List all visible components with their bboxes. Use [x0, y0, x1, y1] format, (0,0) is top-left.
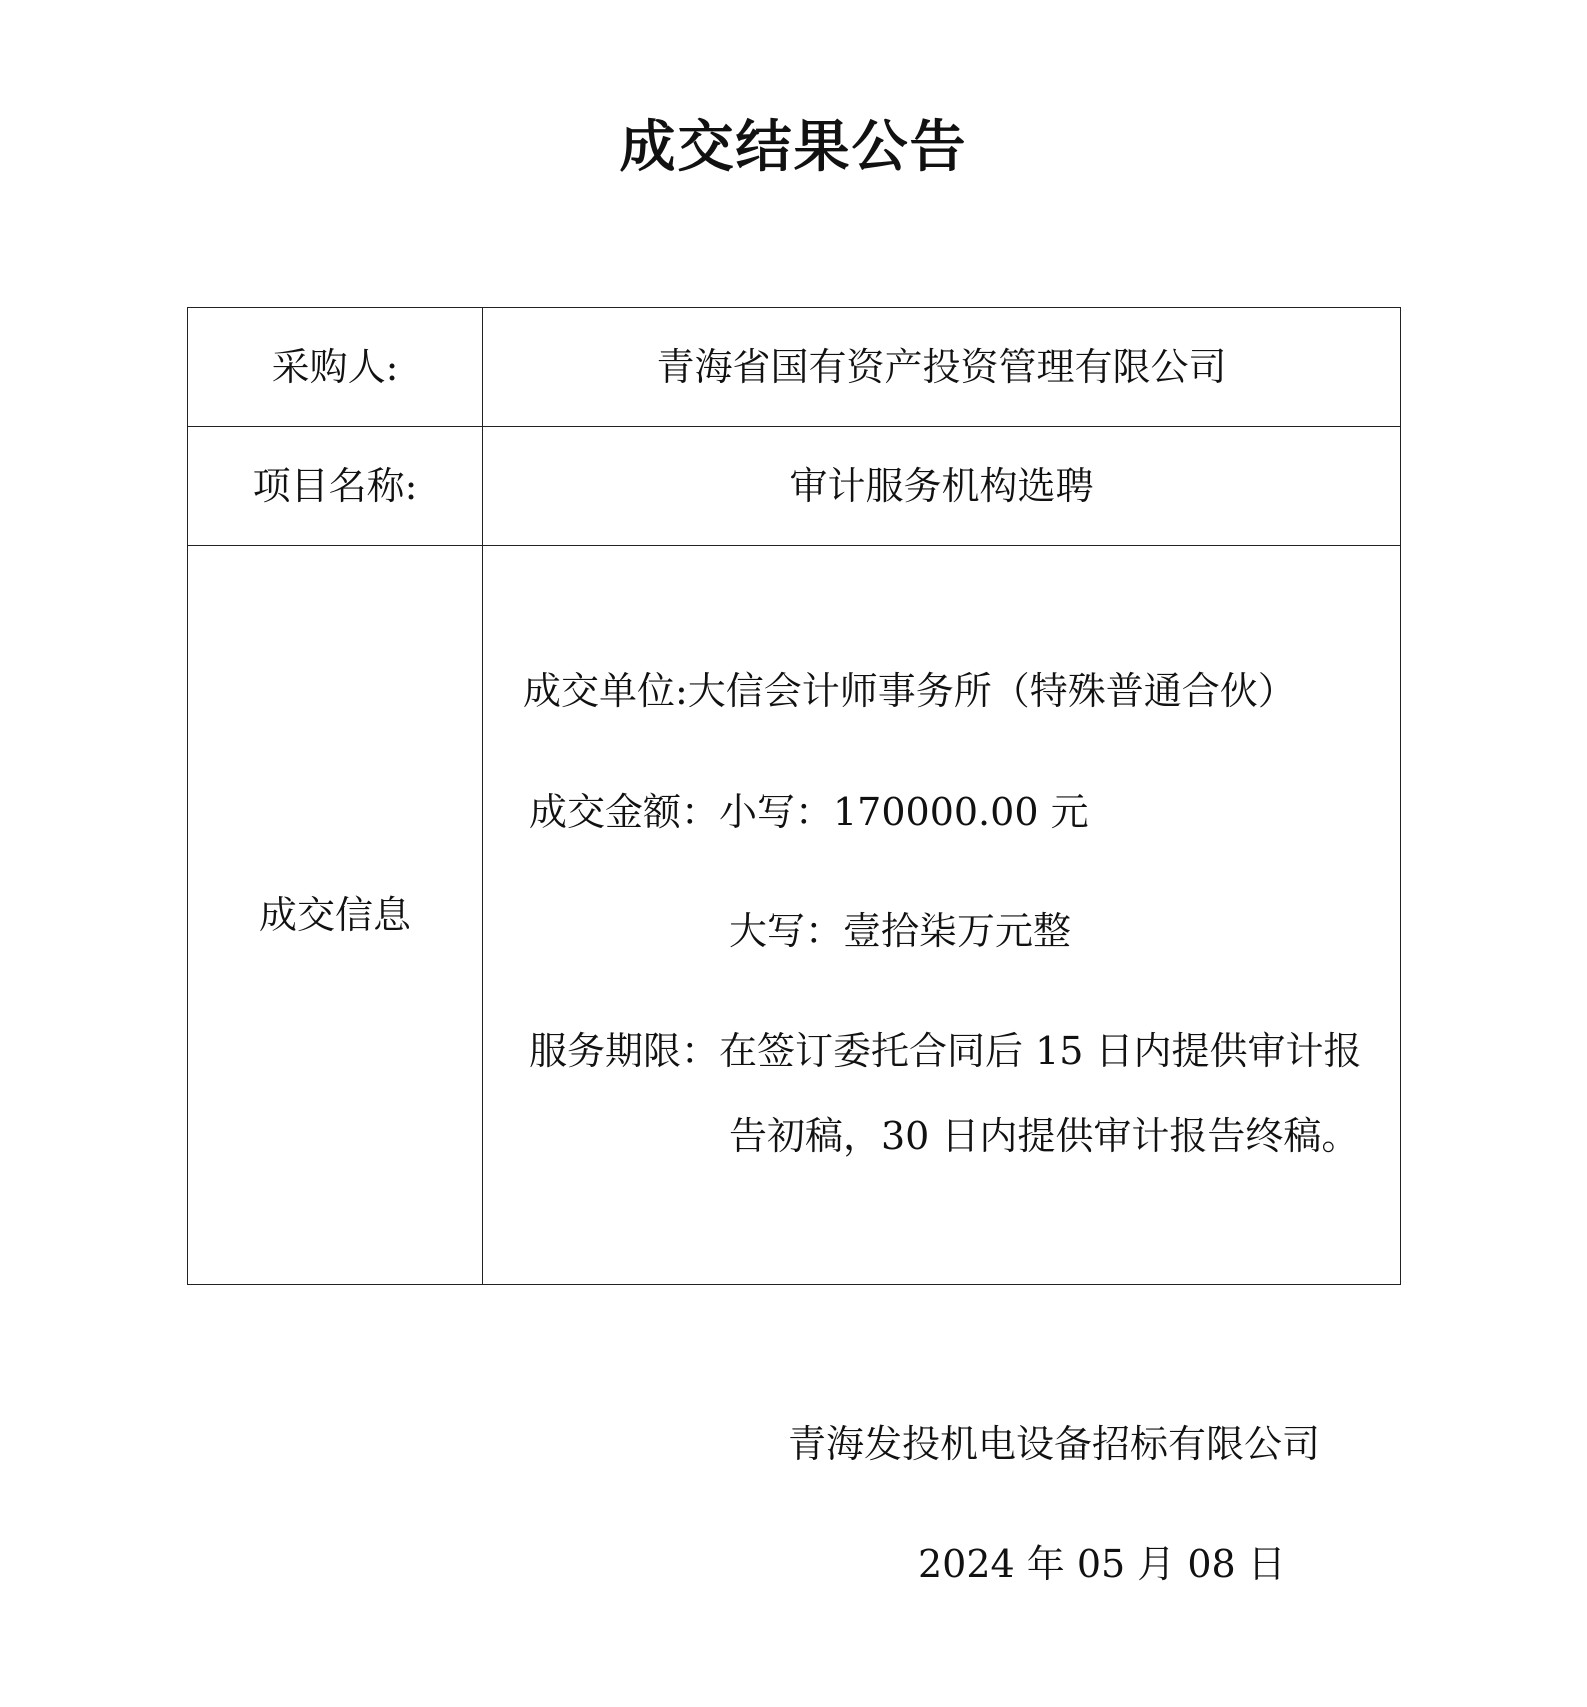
document-title: 成交结果公告 — [619, 114, 968, 180]
deal-info-cell — [483, 546, 1401, 1285]
deal-info-content — [483, 546, 1400, 1284]
amount-large-line: 大写：壹拾柒万元整 — [729, 909, 1072, 953]
table-row-deal-info — [188, 546, 1401, 1285]
service-period-line-2: 告初稿，30 日内提供审计报告终稿。 — [729, 1114, 1360, 1158]
project-name-label: 项目名称: — [188, 427, 483, 546]
announcement-table — [187, 307, 1401, 1285]
service-period-line-1: 服务期限：在签订委托合同后 15 日内提供审计报 — [529, 1029, 1362, 1073]
project-name-value: 审计服务机构选聘 — [483, 427, 1401, 546]
amount-small-line: 成交金额：小写：170000.00 元 — [529, 790, 1089, 834]
deal-info-label: 成交信息 — [188, 546, 483, 1285]
purchaser-value: 青海省国有资产投资管理有限公司 — [483, 308, 1401, 427]
issue-date: 2024 年 05 月 08 日 — [918, 1542, 1286, 1586]
winner-line: 成交单位:大信会计师事务所（特殊普通合伙） — [523, 669, 1296, 713]
table-row-project-name — [188, 427, 1401, 546]
table-row-purchaser — [188, 308, 1401, 427]
issuer-company: 青海发投机电设备招标有限公司 — [788, 1422, 1321, 1466]
purchaser-label: 采购人: — [188, 308, 483, 427]
